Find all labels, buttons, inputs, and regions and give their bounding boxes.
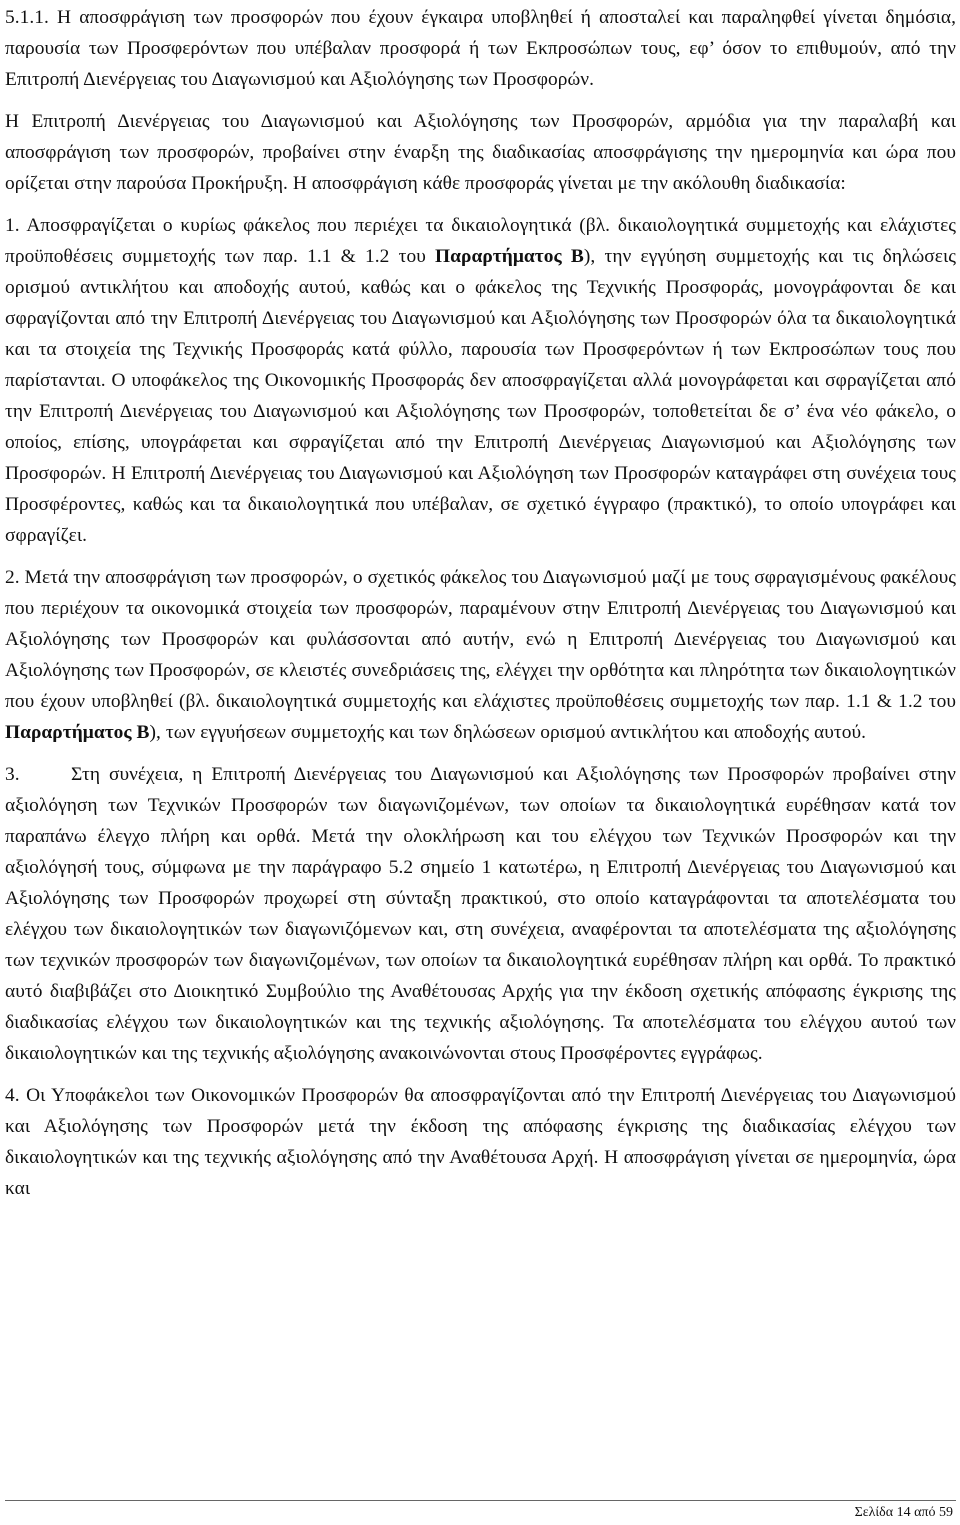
section-intro-paragraph — [5, 2, 956, 95]
step-1-text-start: 1. Αποσφραγίζεται ο κυρίως φάκελος που περιέχει τα δικαιολογητικά (βλ. δικαιολογητικά συμμετοχής και ελάχιστες προϋποθέσεις συμμετοχής των παρ. 1.1 & 1.2 του — [5, 215, 956, 267]
step-4-paragraph: 4. Οι Υποφάκελοι των Οικονομικών Προσφορών θα αποσφραγίζονται από την Επιτροπή Διενέργειας του Διαγωνισμού και Αξιολόγησης των Προσφορών μετά την έκδοση της απόφασης έγκρισης της διαδικασίας ελέγχου των δικαιολογητικών και της τεχνικής αξιολόγησης από την Αναθέτουσα Αρχή. Η αποσφράγιση γίνεται σε ημερομηνία, ώρα και — [5, 1085, 956, 1199]
document-page — [5, 2, 956, 1216]
section-intro-text: Η αποσφράγιση των προσφορών που έχουν έγκαιρα υποβληθεί ή αποσταλεί και παραληφθεί γίνεται δημόσια, παρουσία των Προσφερόντων που υπέβαλαν προσφορά ή των Εκπροσώπων τους, εφ’ όσον το επιθυμούν, από την Επιτροπή Διενέργειας του Διαγωνισμού και Αξιολόγησης των Προσφορών. — [5, 7, 956, 90]
step-2-paragraph — [5, 562, 956, 748]
annex-b-reference: Παραρτήματος Β — [435, 246, 584, 267]
step-1-paragraph — [5, 210, 956, 551]
page-number: Σελίδα 14 από 59 — [854, 1505, 953, 1520]
annex-b-reference-2: Παραρτήματος Β — [5, 722, 150, 743]
step-2-text-start: 2. Μετά την αποσφράγιση των προσφορών, ο σχετικός φάκελος του Διαγωνισμού μαζί με τους σφραγισμένους φακέλους που περιέχουν τα οικονομικά στοιχεία των προσφορών, παραμένουν στην Επιτροπή Διενέργειας του Διαγωνισμού και Αξιολόγησης των Προσφορών και φυλάσσονται από αυτήν, ενώ η Επιτροπή Διενέργειας του Διαγωνισμού και Αξιολόγησης των Προσφορών, σε κλειστές συνεδριάσεις της, ελέγχει την ορθότητα και πληρότητα των δικαιολογητικών που έχουν υποβληθεί (βλ. δικαιολογητικά συμμετοχής και ελάχιστες προϋποθέσεις συμμετοχής των παρ. 1.1 & 1.2 του — [5, 567, 956, 712]
step-1-text-end: ), την εγγύηση συμμετοχής και τις δηλώσεις ορισμού αντικλήτου και αποδοχής αυτού, καθώς και ο φάκελος της Τεχνικής Προσφοράς, μονογράφονται δε και σφραγίζονται από την Επιτροπή Διενέργειας του Διαγωνισμού και Αξιολόγησης των Προσφορών όλα τα δικαιολογητικά και τα στοιχεία της Τεχνικής Προσφοράς κατά φύλλο, παρουσία των Προσφερόντων ή των Εκπροσώπων τους που παρίστανται. Ο υποφάκελος της Οικονομικής Προσφοράς δεν αποσφραγίζεται αλλά μονογράφεται και σφραγίζεται από την Επιτροπή Διενέργειας του Διαγωνισμού και Αξιολόγησης των Προσφορών, τοποθετείται δε σ’ ένα νέο φάκελο, ο οποίος, επίσης, υπογράφεται και σφραγίζεται από την Επιτροπή Διενέργειας Διαγωνισμού και Αξιολόγησης των Προσφορών. Η Επιτροπή Διενέργειας του Διαγωνισμού και Αξιολόγηση των Προσφορών καταγράφει στη συνέχεια τους Προσφέροντες, καθώς και τα δικαιολογητικά που υπέβαλαν, σε σχετικό έγγραφο (πρακτικό), το οποίο υπογράφει και σφραγίζει. — [5, 246, 956, 546]
step-3-paragraph — [5, 759, 956, 1069]
footer-divider — [5, 1500, 956, 1501]
section-number: 5.1.1. — [5, 7, 49, 28]
committee-paragraph: Η Επιτροπή Διενέργειας του Διαγωνισμού και Αξιολόγησης των Προσφορών, αρμόδια για την παραλαβή και αποσφράγιση των προσφορών, προβαίνει στην έναρξη της διαδικασίας αποσφράγισης την ημερομηνία και ώρα που ορίζεται στην παρούσα Προκήρυξη. Η αποσφράγιση κάθε προσφοράς γίνεται με την ακόλουθη διαδικασία: — [5, 111, 956, 194]
step-3-number: 3. — [5, 764, 20, 785]
step-2-text-end: ), των εγγυήσεων συμμετοχής και των δηλώσεων ορισμού αντικλήτου και αποδοχής αυτού. — [149, 722, 867, 743]
step-3-text: Στη συνέχεια, η Επιτροπή Διενέργειας του Διαγωνισμού και Αξιολόγησης των Προσφορών προβαίνει στην αξιολόγηση των Τεχνικών Προσφορών των διαγωνιζομένων, των οποίων τα δικαιολογητικά ευρέθησαν κατά τον παραπάνω έλεγχο πλήρη και ορθά. Μετά την ολοκλήρωση και του ελέγχου των Τεχνικών Προσφορών και την αξιολόγησή τους, σύμφωνα με την παράγραφο 5.2 σημείο 1 κατωτέρω, η Επιτροπή Διενέργειας του Διαγωνισμού και Αξιολόγησης των Προσφορών προχωρεί στη σύνταξη πρακτικού, στο οποίο καταγράφονται τα αποτελέσματα του ελέγχου των δικαιολογητικών των διαγωνιζόμενων και, στη συνέχεια, αναφέρονται τα αποτελέσματα της αξιολόγησης των τεχνικών προσφορών των διαγωνιζομένων, των οποίων τα δικαιολογητικά ευρέθησαν πλήρη και ορθά. Το πρακτικό αυτό διαβιβάζει στο Διοικητικό Συμβούλιο της Αναθέτουσας Αρχής για την έκδοση σχετικής απόφασης έγκρισης της διαδικασίας ελέγχου των δικαιολογητικών και της τεχνικής αξιολόγησης. Τα αποτελέσματα του ελέγχου αυτού των δικαιολογητικών και της τεχνικής αξιολόγησης ανακοινώνονται στους Προσφέροντες εγγράφως. — [5, 764, 956, 1064]
